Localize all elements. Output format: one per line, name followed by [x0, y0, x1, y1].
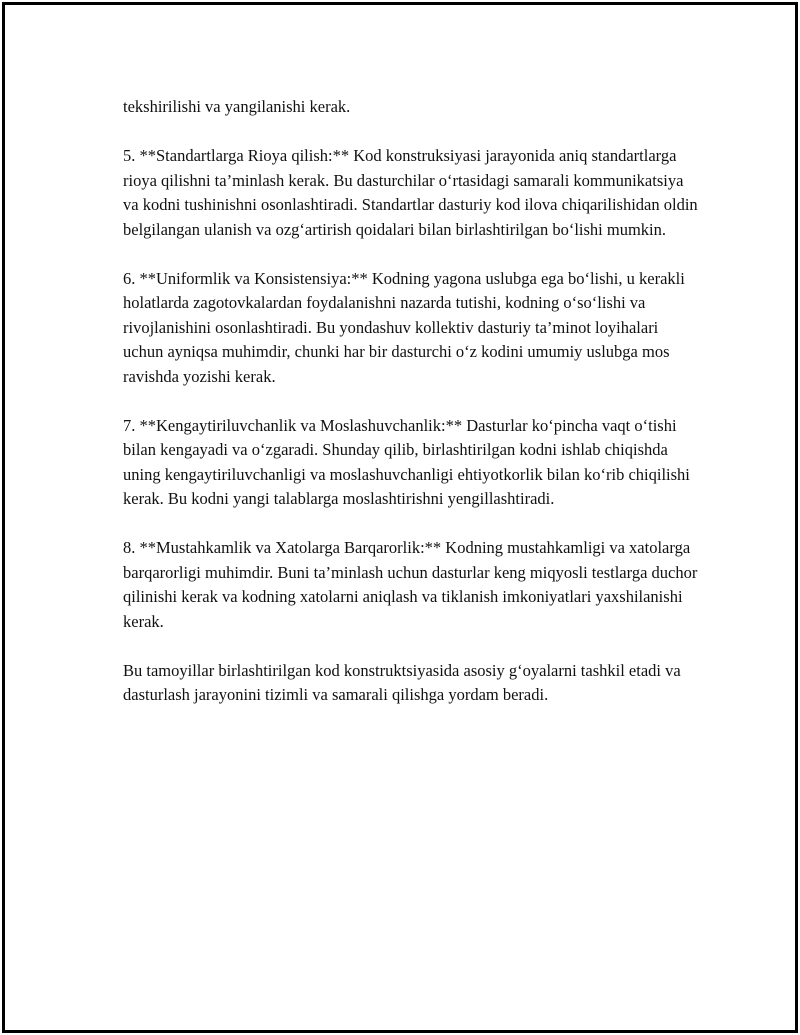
page-body [123, 95, 698, 708]
paragraph-standards: 5. **Standartlarga Rioya qilish:** Kod konstruksiyasi jarayonida aniq standartlarga rioya qilishni ta’minlash kerak. Bu dasturchilar o‘rtasidagi samarali kommunikatsiya va kodni tushinishni osonlashtiradi. Standartlar dasturiy kod ilova chiqarilishidan oldin belgilangan ulanish va ozg‘artirish qoidalari bilan birlashtirilgan bo‘lishi mumkin. [123, 146, 698, 239]
paragraph-continuation: tekshirilishi va yangilanishi kerak. [123, 97, 351, 116]
paragraph-extensibility: 7. **Kengaytiriluvchanlik va Moslashuvchanlik:** Dasturlar ko‘pincha vaqt o‘tishi bilan kengayadi va o‘zgaradi. Shunday qilib, birlashtirilgan kodni ishlab chiqishda uning kengaytiriluvchanligi va moslashuvchanligi ehtiyotkorlik bilan ko‘rib chiqilishi kerak. Bu kodni yangi talablarga moslashtirishni yengillashtiradi. [123, 415, 690, 508]
paragraph-robustness: 8. **Mustahkamlik va Xatolarga Barqarorlik:** Kodning mustahkamligi va xatolarga barqarorligi muhimdir. Buni ta’minlash uchun dasturlar keng miqyosli testlarga duchor qilinishi kerak va kodning xatolarni aniqlash va tiklanish imkoniyatlari yaxshilanishi kerak. [123, 538, 698, 631]
page [2, 2, 798, 1033]
paragraph-conclusion: Bu tamoyillar birlashtirilgan kod konstruktsiyasida asosiy g‘oyalarni tashkil etadi va dasturlash jarayonini tizimli va samarali qilishga yordam beradi. [123, 660, 681, 704]
paragraph-uniformity: 6. **Uniformlik va Konsistensiya:** Kodning yagona uslubga ega bo‘lishi, u kerakli holatlarda zagotovkalardan foydalanishni nazarda tutishi, kodning o‘so‘lishi va rivojlanishini osonlashtiradi. Bu yondashuv kollektiv dasturiy ta’minot loyihalari uchun ayniqsa muhimdir, chunki har bir dasturchi o‘z kodini umumiy uslubga mos ravishda yozishi kerak. [123, 268, 685, 386]
